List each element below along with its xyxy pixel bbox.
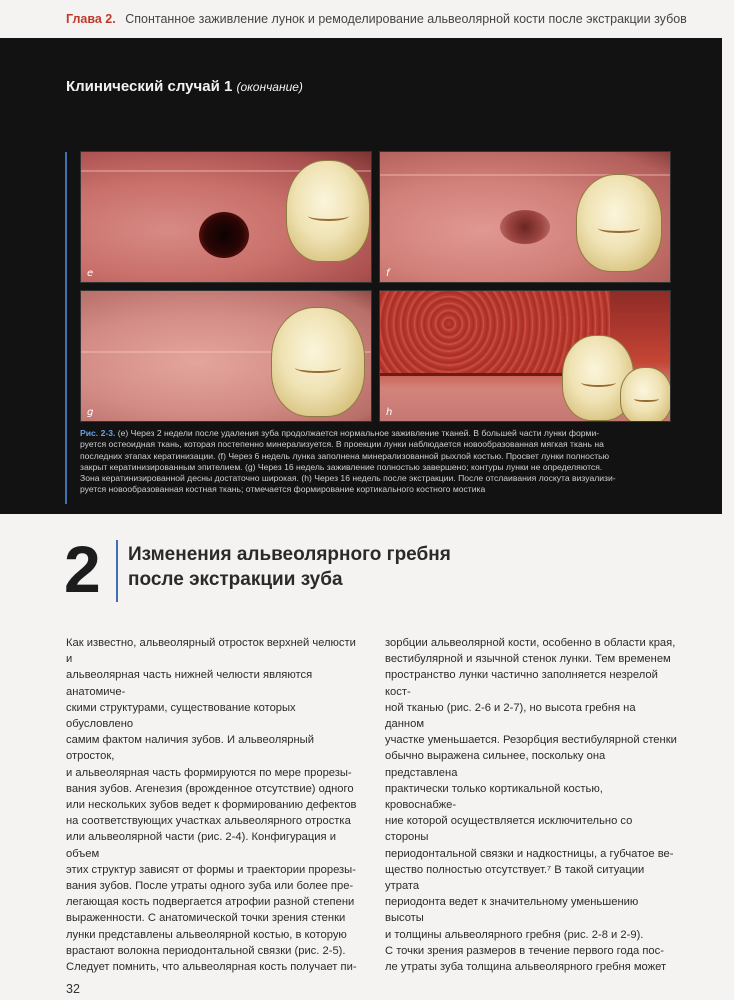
case-title [66,78,303,95]
tooth [271,307,365,417]
body-column-left: Как известно, альвеолярный отросток верхней челюсти и альвеолярная часть нижней челюсти являются анатомиче- скими структурами, существование которых обусловлено самим фактом наличия зубов. И альвеолярный отросток, и альвеолярная часть формируются по мере прорезы- вания зубов. Агенезия (врожденное отсутствие) одного или нескольких зубов ведет к формированию дефектов на соответствующих участках альвеолярного отростка или альвеолярной части (рис. 2-4). Конфигурация и объем этих структур зависят от формы и траектории прорезы- вания зубов. После утраты одного зуба или более пре- легающая кость подвергается атрофии разной степени выраженности. С анатомической точки зрения стенки лунки представлены альвеолярной костью, в которую врастают волокна периодонтальной связки (рис. 2-5). Следует помнить, что альвеолярная кость получает пи- [66,637,357,974]
photo-panel-e [80,151,372,283]
chapter-title: Спонтанное заживление лунок и ремоделирование альвеолярной кости после экстракции зубов [125,12,687,26]
section-number: 2 [64,532,101,606]
figure-accent-bar [65,152,67,504]
section-divider [116,540,118,602]
panel-label-f: f [386,268,390,279]
tooth [286,160,370,262]
healing-socket [500,210,550,244]
panel-label-h: h [386,407,393,418]
running-header [66,8,706,30]
open-socket [199,212,249,258]
panel-label-e: e [87,268,94,279]
figure-caption-text: (e) Через 2 недели после удаления зуба продолжается нормальное заживление тканей. В большей части лунки форми- руется остеоидная ткань, которая постепенно минерализуется. В проекции лунки наблюдается новообразованная мягкая ткань на последних этапах кератинизации. (f) Через 6 недель лунка заполнена минерализованной рыхлой костью. Просвет лунки полностью закрыт кератинизированным эпителием. (g) Через 16 недель заживление полностью завершено; контуры лунки не определяются. Зона кератинизированной десны достаточно широкая. (h) Через 16 недель после экстракции. После отслаивания лоскута визуализи- руется новообразованная костная ткань; отмечается формирование кортикального костного мостика [80,428,616,495]
chapter-label: Глава 2. [66,12,116,26]
figure-caption [80,428,680,504]
photo-panel-g [80,290,372,422]
photo-panel-f [379,151,671,283]
body-column-right: зорбции альвеолярной кости, особенно в области края, вестибулярной и язычной стенок лунки. Тем временем пространство лунки частично заполняется незрелой кост- ной тканью (рис. 2-6 и 2-7), но высота гребня на данном участке уменьшается. Резорбция вестибулярной стенки обычно выражена сильнее, поскольку она представлена практически только кортикальной костью, кровоснабже- ние которой осуществляется исключительно со стороны периодонтальной связки и надкостницы, а губчатое ве- щество полностью отсутствует.⁷ В такой ситуации утрата периодонта ведет к значительному уменьшению высоты и толщины альвеолярного гребня (рис. 2-8 и 2-9). С точки зрения размеров в течение первого года пос- ле утраты зуба толщина альвеолярного гребня может [385,637,677,974]
panel-label-g: g [87,407,94,418]
case-title-subtitle: (окончание) [236,80,303,94]
tooth [620,367,671,422]
section-title: Изменения альвеолярного гребня после экстракции зуба [128,544,451,590]
page-number: 32 [66,982,80,996]
photo-panel-h [379,290,671,422]
tooth [576,174,662,272]
case-title-main: Клинический случай 1 [66,78,233,95]
figure-caption-label: Рис. 2-3. [80,428,116,438]
